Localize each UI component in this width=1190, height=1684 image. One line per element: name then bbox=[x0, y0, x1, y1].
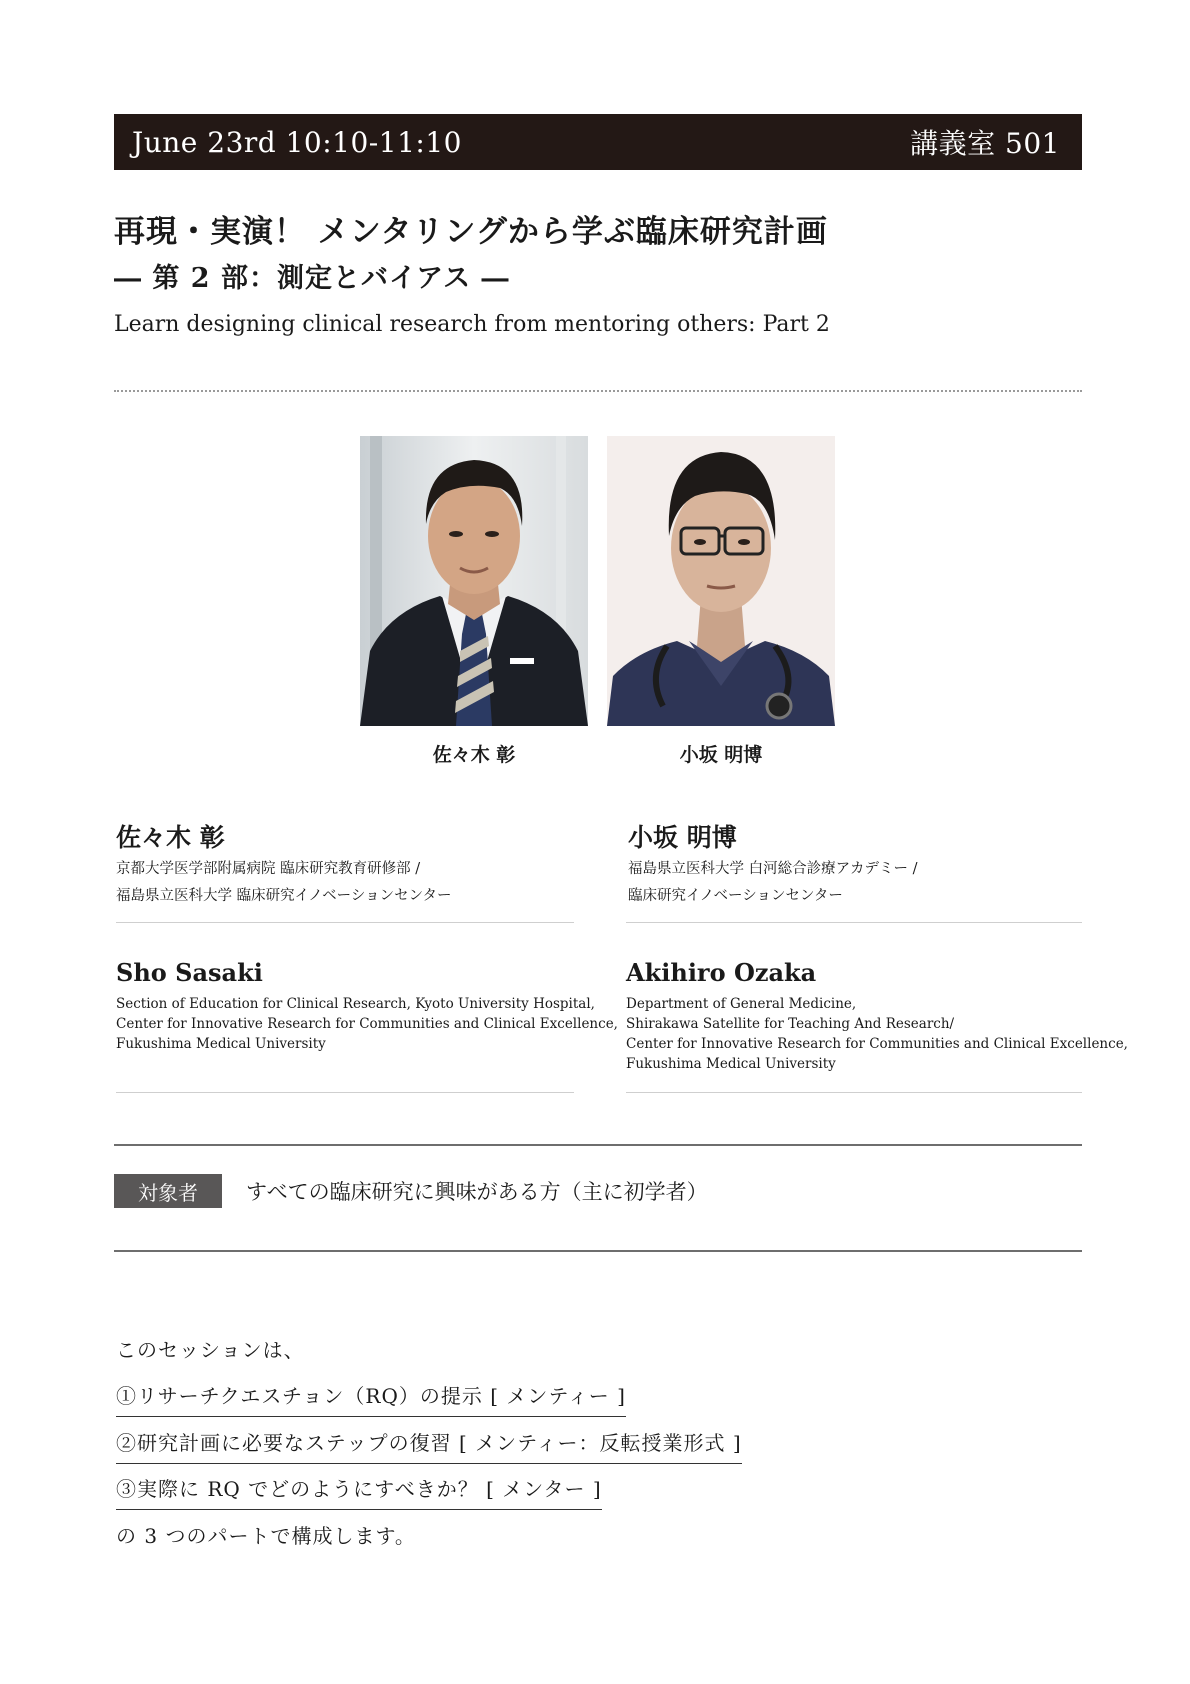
divider bbox=[626, 922, 1082, 923]
session-room: 講義室 501 bbox=[910, 127, 1060, 160]
session-intro: このセッションは、 bbox=[116, 1338, 305, 1362]
page-subtitle: ― 第 2 部：測定とバイアス ― bbox=[114, 263, 510, 294]
english-title: Learn designing clinical research from mentoring others: Part 2 bbox=[114, 312, 830, 337]
target-audience: すべての臨床研究に興味がある方（主に初学者） bbox=[246, 1180, 708, 1204]
affiliation-line: Fukushima Medical University bbox=[116, 1036, 326, 1052]
part-text: ③実際に RQ でどのようにすべきか？ [ メンター ] bbox=[116, 1477, 602, 1510]
target-badge: 対象者 bbox=[114, 1174, 222, 1208]
affiliation-line: Department of General Medicine, bbox=[626, 996, 857, 1012]
speaker-name-ja: 佐々木 彰 bbox=[116, 823, 225, 852]
affiliation-line: 福島県立医科大学 白河総合診療アカデミー / bbox=[628, 861, 918, 877]
affiliation-line: Section of Education for Clinical Research, Kyoto University Hospital, bbox=[116, 996, 595, 1012]
speaker-photo-sasaki bbox=[360, 436, 588, 726]
session-part-2 bbox=[116, 1427, 742, 1456]
divider bbox=[626, 1092, 1082, 1093]
affiliation-line: Shirakawa Satellite for Teaching And Research/ bbox=[626, 1016, 955, 1032]
photo-caption-sasaki: 佐々木 彰 bbox=[432, 744, 516, 766]
affiliation-line: 福島県立医科大学 臨床研究イノベーションセンター bbox=[116, 888, 452, 904]
affiliation-line: Center for Innovative Research for Communities and Clinical Excellence, bbox=[626, 1036, 1128, 1052]
session-part-3 bbox=[116, 1473, 602, 1502]
session-datetime: June 23rd 10:10-11:10 bbox=[132, 125, 462, 159]
affiliation-line: Fukushima Medical University bbox=[626, 1056, 836, 1072]
part-text: ①リサーチクエスチョン（RQ）の提示 [ メンティー ] bbox=[116, 1384, 626, 1417]
speaker-photo-ozaka bbox=[607, 436, 835, 726]
divider bbox=[116, 1092, 574, 1093]
speaker-affiliation-en bbox=[626, 994, 1128, 1074]
speaker-name-en: Sho Sasaki bbox=[116, 958, 263, 987]
speaker-affiliation-ja bbox=[628, 856, 917, 910]
dotted-divider bbox=[114, 390, 1082, 392]
speaker-name-ja: 小坂 明博 bbox=[628, 823, 737, 852]
affiliation-line: 京都大学医学部附属病院 臨床研究教育研修部 / bbox=[116, 861, 421, 877]
part-text: ②研究計画に必要なステップの復習 [ メンティー：反転授業形式 ] bbox=[116, 1431, 742, 1464]
divider bbox=[116, 922, 574, 923]
session-part-1 bbox=[116, 1380, 626, 1409]
divider bbox=[114, 1250, 1082, 1252]
page-title: 再現・実演！ メンタリングから学ぶ臨床研究計画 bbox=[114, 214, 828, 250]
speaker-affiliation-en bbox=[116, 994, 618, 1054]
speaker-affiliation-ja bbox=[116, 856, 452, 910]
affiliation-line: Center for Innovative Research for Communities and Clinical Excellence, bbox=[116, 1016, 618, 1032]
session-header bbox=[114, 114, 1082, 170]
divider bbox=[114, 1144, 1082, 1146]
speaker-name-en: Akihiro Ozaka bbox=[626, 958, 817, 987]
session-outro: の 3 つのパートで構成します。 bbox=[116, 1524, 416, 1548]
affiliation-line: 臨床研究イノベーションセンター bbox=[628, 888, 843, 904]
photo-caption-ozaka: 小坂 明博 bbox=[679, 744, 763, 766]
